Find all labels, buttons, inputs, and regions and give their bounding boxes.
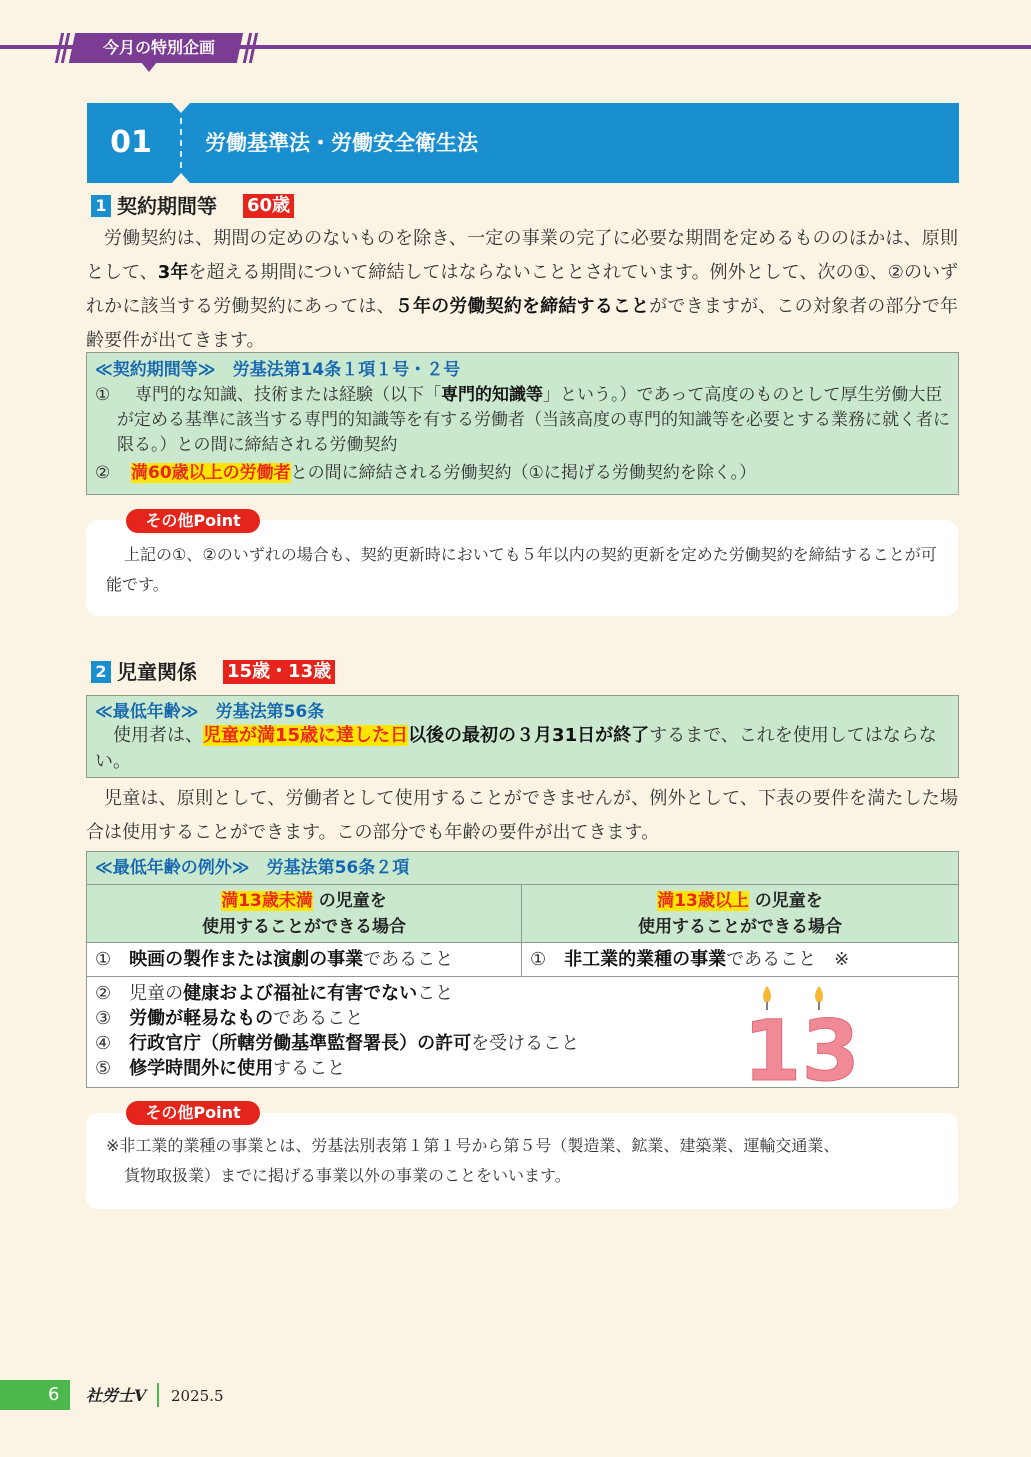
cell-bold: 行政官庁（所轄労働基準監督署長）の許可 <box>129 1033 472 1054</box>
para-text: 労働契約は、期間の定めのないものを除き、一定の事業の完了に必要な期間を定めるもののほかは、原則として、 <box>86 228 958 283</box>
item-mark: ③ <box>95 1008 112 1029</box>
point-text: ※非工業的業種の事業とは、労基法別表第１第１号から第５号（製造業、鉱業、建築業、運輸交通業、 <box>106 1136 840 1155</box>
cell-text: であること ※ <box>726 949 850 970</box>
para-bold: ５年の労働契約を締結すること <box>394 296 650 317</box>
point-label: その他Point <box>126 1101 260 1125</box>
section-number: 1 <box>91 195 111 217</box>
page-number: 6 <box>48 1384 60 1405</box>
highlight: 満13歳未満 <box>221 891 313 911</box>
header-text: の児童を <box>318 891 387 911</box>
para-bold: 3年 <box>157 262 189 283</box>
table-cell-text <box>522 943 958 972</box>
law-text: 使用者は、 <box>113 725 203 746</box>
banner-notch <box>172 173 190 183</box>
section1-paragraph <box>86 222 958 358</box>
table-heading: ≪最低年齢の例外≫ 労基法第56条２項 <box>95 858 410 878</box>
point-text: 上記の①、②のいずれの場合も、契約更新時においても５年以内の契約更新を定めた労働契約を締結することが可能です。 <box>106 545 937 594</box>
banner-title: 労働基準法・労働安全衛生法 <box>205 131 478 155</box>
law-text: 専門的な知識、技術または経験（以下「 <box>135 385 441 405</box>
law-box <box>86 352 959 495</box>
law-heading: ≪契約期間等≫ 労基法第14条１項１号・２号 <box>95 360 461 380</box>
law-box <box>86 695 959 778</box>
banner-divider <box>180 118 182 168</box>
section2-paragraph: 児童は、原則として、労働者として使用することができませんが、例外として、下表の要件を満たした場合は使用することができます。この部分でも年齢の要件が出てきます。 <box>86 788 958 843</box>
cell-text: こと <box>417 983 454 1004</box>
cell-bold: 労働が軽易なもの <box>129 1008 274 1029</box>
header-line: 使用することができる場合 <box>638 917 842 937</box>
banner-number: 01 <box>110 125 152 160</box>
para-text: を超える期間について締結してはならないこととされています。例外として、次の①、②のいずれかに該当する労働契約にあっては、 <box>86 262 959 317</box>
cell-bold: 修学時間外に使用 <box>129 1058 274 1079</box>
law-text-block <box>95 723 953 775</box>
section-title: 契約期間等 <box>117 194 217 218</box>
header-line <box>522 885 958 914</box>
point-box <box>86 520 958 616</box>
law-bold: 以後の最初の３月31日が終了 <box>408 725 650 746</box>
tag-arrow <box>141 62 157 72</box>
law-bold: 専門的知識等 <box>441 385 543 405</box>
flame-icon <box>763 986 771 1002</box>
header-text: の児童を <box>754 891 823 911</box>
item-mark: ① <box>95 385 111 405</box>
exception-table <box>86 851 959 1100</box>
issue-date: 2025.5 <box>171 1387 224 1405</box>
birthday-candle-13-icon <box>737 984 860 1100</box>
cell-text: であること <box>273 1008 364 1029</box>
item-mark: ② <box>95 983 112 1004</box>
header-line: 使用することができる場合 <box>202 917 406 937</box>
section-title: 児童関係 <box>117 660 197 684</box>
cell-bold: 映画の製作または演劇の事業 <box>129 949 364 970</box>
magazine-name: 社労士V <box>86 1386 147 1405</box>
law-heading: ≪最低年齢≫ 労基法第56条 <box>95 702 325 722</box>
law-text: するまで、これを使用してはならない。 <box>95 725 937 772</box>
table-cell <box>522 943 958 977</box>
cell-bold: 健康および福祉に有害でない <box>183 983 418 1004</box>
point-label: その他Point <box>126 509 260 533</box>
table-title-row <box>87 852 958 885</box>
law-text: 」という。）であって高度のものとして厚生労働大臣が定める基準に該当する専門的知識等を有する労働者（当該高度の専門的知識等を必要とする業務に就く者に限る。）との間に締結される労働契約 <box>117 385 950 455</box>
highlight: 満60歳以上の労働者 <box>131 463 291 483</box>
item-mark: ② <box>95 463 111 483</box>
item-mark: ⑤ <box>95 1058 112 1079</box>
banner-notch <box>172 103 190 113</box>
item-mark: ① <box>530 949 547 970</box>
header-line <box>87 885 521 914</box>
point-box <box>86 1113 958 1209</box>
cell-text: であること <box>363 949 454 970</box>
table-header-cell <box>522 885 958 943</box>
highlight: 満13歳以上 <box>657 891 749 911</box>
feature-tag-label: 今月の特別企画 <box>102 38 215 57</box>
page-number-box <box>0 1380 70 1410</box>
para-text: ができますが、この対象者の部分で年齢要件が出てきます。 <box>86 296 958 351</box>
section-number: 2 <box>91 661 111 683</box>
law-item-2 <box>131 461 953 486</box>
flame-icon <box>815 986 823 1002</box>
item-mark: ④ <box>95 1033 112 1054</box>
age-badge: 60歳 <box>243 194 294 218</box>
item-mark: ① <box>95 949 112 970</box>
cell-text: を受けること <box>471 1033 580 1054</box>
age-badge: 15歳・13歳 <box>223 660 335 684</box>
cell-bold: 非工業的業種の事業 <box>564 949 727 970</box>
table-cell <box>87 943 522 977</box>
footer-separator <box>157 1383 159 1407</box>
law-text: との間に締結される労働契約（①に掲げる労働契約を除く。） <box>290 463 757 483</box>
cell-text: すること <box>273 1058 346 1079</box>
cell-text: 児童の <box>129 983 184 1004</box>
highlight: 児童が満15歳に達した日 <box>203 725 409 746</box>
law-item-1 <box>117 383 953 458</box>
table-cell-text <box>87 943 521 972</box>
point-text: 貨物取扱業）までに掲げる事業以外の事業のことをいいます。 <box>124 1166 571 1185</box>
candle-digit-1: 13 <box>743 1002 860 1100</box>
table-header-cell <box>87 885 522 943</box>
